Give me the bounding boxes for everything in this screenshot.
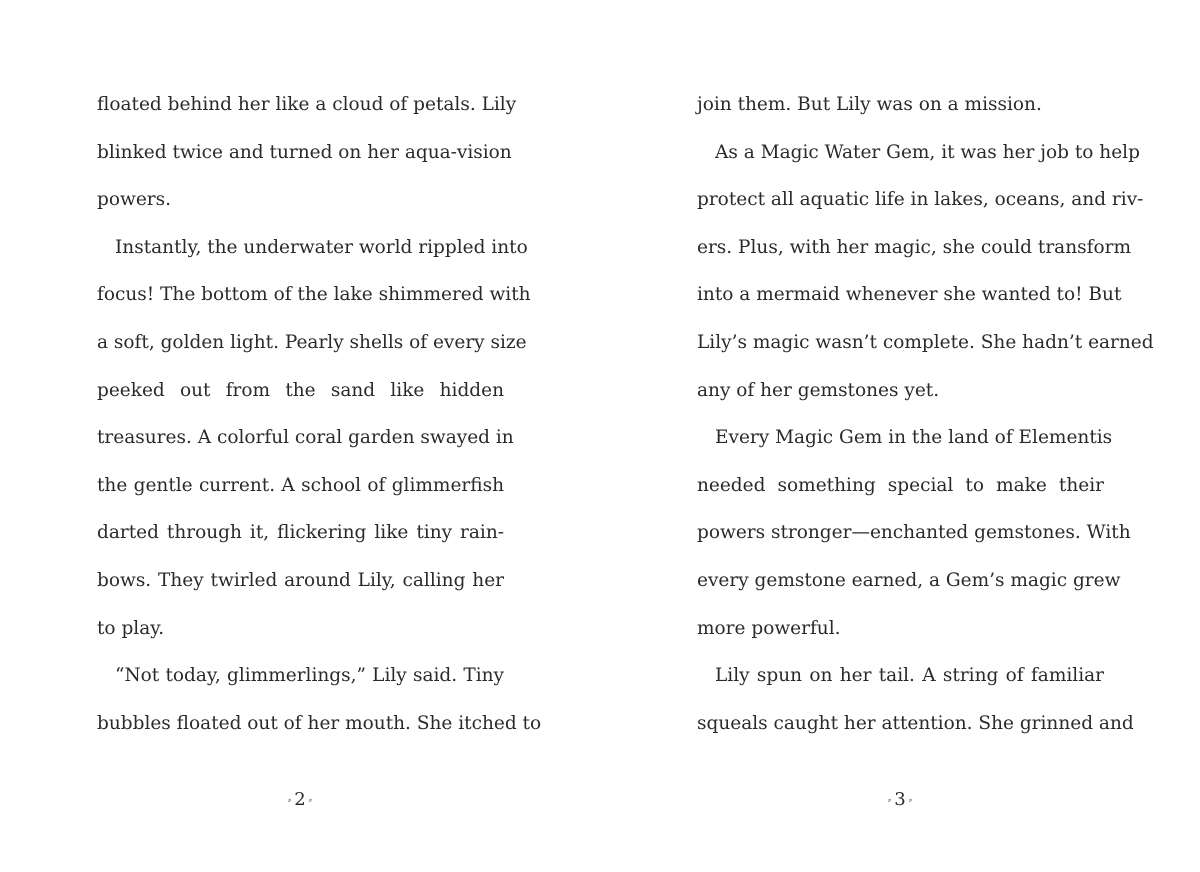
text-line: powers stronger—enchanted gemstones. With [697,522,1131,544]
text-line: a soft, golden light. Pearly shells of every size [97,331,527,353]
text-line: any of her gemstones yet. [697,379,940,401]
text-line: ers. Plus, with her magic, she could transform [697,236,1131,258]
left-page [97,81,542,747]
folio-ornament-icon: ⸗ [308,795,313,806]
text-line: Lily’s magic wasn’t complete. She hadn’t earned [697,331,1154,353]
page-number-left [270,788,330,813]
text-line: join them. But Lily was on a mission. [697,94,1042,115]
text-line: to play. [97,617,165,639]
text-line: “Not today, glimmerlings,” Lily said. Tiny [115,665,504,687]
folio-ornament-icon: ⸗ [887,795,892,806]
text-line: bubbles floated out of her mouth. She itched to [97,712,542,734]
text-line: bows. They twirled around Lily, calling her [97,569,504,591]
text-line: protect all aquatic life in lakes, oceans, and riv- [697,189,1144,211]
text-line: into a mermaid whenever she wanted to! But [697,284,1122,306]
text-line: treasures. A colorful coral garden swayed in [97,427,514,449]
text-line: every gemstone earned, a Gem’s magic grew [697,569,1121,591]
folio-ornament-icon: ⸗ [908,795,913,806]
text-line: the gentle current. A school of glimmerfish [97,474,504,496]
right-page [697,81,1154,747]
text-line: Every Magic Gem in the land of Elementis [715,427,1113,449]
text-line: more powerful. [697,617,841,639]
page-number: 2 [294,789,306,810]
text-line: powers. [97,189,171,211]
text-line: peeked out from the sand like hidden [97,379,504,401]
text-line: needed something special to make their [697,474,1104,496]
page-number-right [870,788,930,813]
text-line: floated behind her like a cloud of petals. Lily [97,94,517,115]
text-line: Instantly, the underwater world rippled into [115,236,528,258]
page-number: 3 [894,789,906,810]
text-line: As a Magic Water Gem, it was her job to help [715,141,1140,163]
text-line: focus! The bottom of the lake shimmered with [97,284,531,306]
text-line: squeals caught her attention. She grinned and [697,712,1134,734]
text-line: blinked twice and turned on her aqua-vision [97,141,512,163]
folio-ornament-icon: ⸗ [287,795,292,806]
text-line: darted through it, flickering like tiny rain- [97,522,504,544]
text-line: Lily spun on her tail. A string of familiar [715,665,1104,687]
